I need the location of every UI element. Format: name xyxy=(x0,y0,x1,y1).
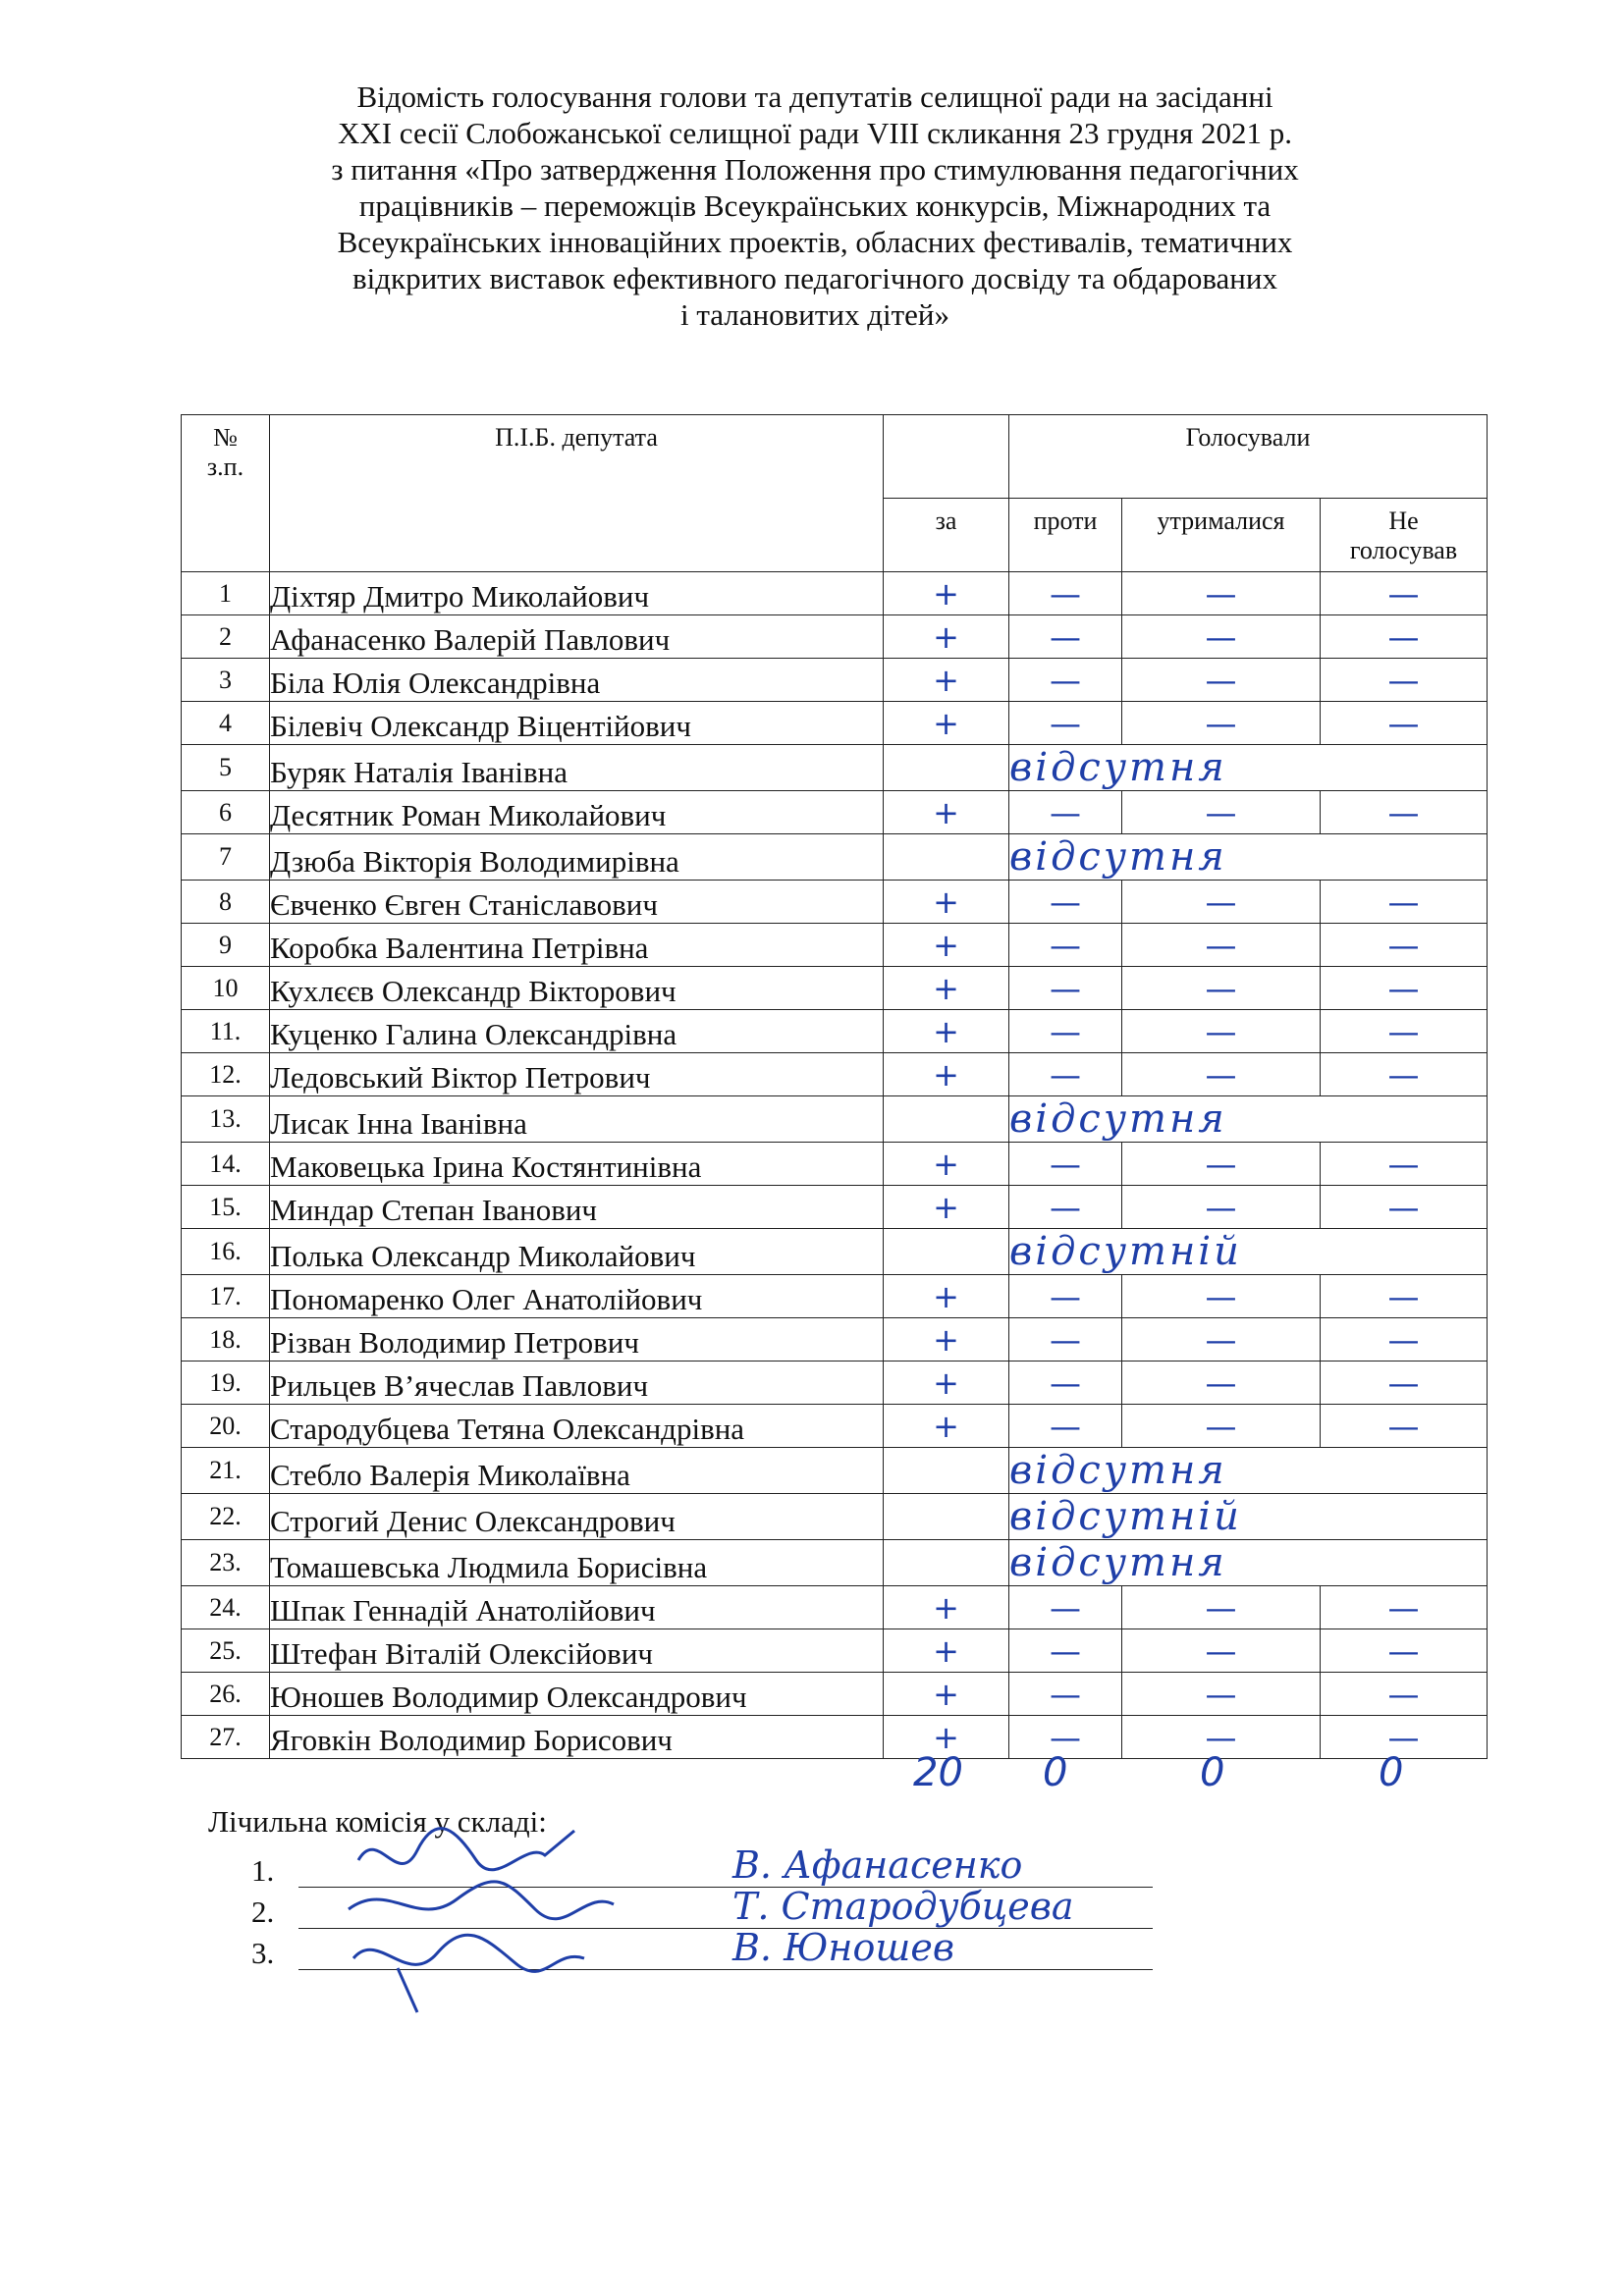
vote-against-mark: — xyxy=(1009,881,1122,924)
vote-against-mark: — xyxy=(1009,1629,1122,1673)
vote-for-mark: + xyxy=(884,1143,1009,1186)
vote-abstain-mark: — xyxy=(1122,659,1321,702)
table-row xyxy=(182,745,1488,791)
vote-for-mark: + xyxy=(884,1629,1009,1673)
vote-for-mark: + xyxy=(884,881,1009,924)
vote-not-voted-mark: — xyxy=(1321,615,1488,659)
vote-for-mark: + xyxy=(884,791,1009,834)
deputy-name: Миндар Степан Іванович xyxy=(270,1186,884,1229)
absent-note: відсутня xyxy=(1009,745,1488,791)
header-line: Відомість голосування голови та депутатів селищної ради на засіданні xyxy=(356,80,1273,114)
vote-against-mark: — xyxy=(1009,1186,1122,1229)
vote-for-mark: + xyxy=(884,1362,1009,1405)
vote-for-mark: + xyxy=(884,1405,1009,1448)
total-against: 0 xyxy=(1043,1750,1068,1795)
table-row xyxy=(182,702,1488,745)
vote-against-mark: — xyxy=(1009,702,1122,745)
commission-member-name: Т. Стародубцева xyxy=(732,1885,1074,1928)
absent-note: відсутня xyxy=(1009,1448,1488,1494)
row-number: 22. xyxy=(182,1494,270,1540)
row-number: 26. xyxy=(182,1673,270,1716)
table-row xyxy=(182,1716,1488,1759)
vote-abstain-mark: — xyxy=(1122,1586,1321,1629)
signature-2 xyxy=(349,1882,614,1919)
vote-for-mark: + xyxy=(884,702,1009,745)
vote-not-voted-mark: — xyxy=(1321,659,1488,702)
vote-not-voted-mark: — xyxy=(1321,1362,1488,1405)
vote-abstain-mark: — xyxy=(1122,1143,1321,1186)
table-row xyxy=(182,659,1488,702)
table-row xyxy=(182,1586,1488,1629)
row-number: 17. xyxy=(182,1275,270,1318)
vote-abstain-mark: — xyxy=(1122,1716,1321,1759)
vote-not-voted-mark: — xyxy=(1321,1143,1488,1186)
header-voted: Голосували xyxy=(1009,415,1488,499)
vote-against-mark: — xyxy=(1009,659,1122,702)
deputy-name: Строгий Денис Олександрович xyxy=(270,1494,884,1540)
vote-against-mark: — xyxy=(1009,1673,1122,1716)
table-row xyxy=(182,1318,1488,1362)
vote-abstain-mark: — xyxy=(1122,1405,1321,1448)
vote-for-mark: + xyxy=(884,967,1009,1010)
commission-number: 2. xyxy=(251,1895,275,1929)
total-for: 20 xyxy=(913,1750,963,1795)
vote-for-cell xyxy=(884,1448,1009,1494)
header-line: XXI сесії Слобожанської селищної ради VIII скликання 23 грудня 2021 р. xyxy=(337,116,1293,150)
row-number: 5 xyxy=(182,745,270,791)
vote-for-mark: + xyxy=(884,924,1009,967)
table-row xyxy=(182,1186,1488,1229)
table-row xyxy=(182,1540,1488,1586)
header-not-voted: Не голосував xyxy=(1321,499,1488,572)
vote-for-mark: + xyxy=(884,1673,1009,1716)
deputy-name: Стародубцева Тетяна Олександрівна xyxy=(270,1405,884,1448)
absent-note: відсутній xyxy=(1009,1229,1488,1275)
vote-not-voted-mark: — xyxy=(1321,1053,1488,1096)
vote-abstain-mark: — xyxy=(1122,1275,1321,1318)
signature-3 xyxy=(353,1935,584,2012)
vote-for-mark: + xyxy=(884,615,1009,659)
vote-against-mark: — xyxy=(1009,1716,1122,1759)
absent-note: відсутня xyxy=(1009,834,1488,881)
deputy-name: Яговкін Володимир Борисович xyxy=(270,1716,884,1759)
absent-note: відсутня xyxy=(1009,1540,1488,1586)
deputy-name: Десятник Роман Миколайович xyxy=(270,791,884,834)
vote-not-voted-mark: — xyxy=(1321,1010,1488,1053)
row-number: 23. xyxy=(182,1540,270,1586)
deputy-name: Штефан Віталій Олексійович xyxy=(270,1629,884,1673)
header-line: з питання «Про затвердження Положення про стимулювання педагогічних xyxy=(331,152,1299,187)
table-row xyxy=(182,1010,1488,1053)
row-number: 14. xyxy=(182,1143,270,1186)
vote-not-voted-mark: — xyxy=(1321,1275,1488,1318)
row-number: 1 xyxy=(182,572,270,615)
header-for: за xyxy=(884,499,1009,572)
header-line: відкритих виставок ефективного педагогічного досвіду та обдарованих xyxy=(352,261,1277,295)
vote-not-voted-mark: — xyxy=(1321,1716,1488,1759)
row-number: 25. xyxy=(182,1629,270,1673)
header-blank xyxy=(884,415,1009,499)
commission-member-name: В. Юношев xyxy=(732,1926,954,1969)
row-number: 27. xyxy=(182,1716,270,1759)
table-row xyxy=(182,1275,1488,1318)
vote-abstain-mark: — xyxy=(1122,791,1321,834)
table-row xyxy=(182,1229,1488,1275)
handwritten-signatures xyxy=(339,1821,653,2017)
vote-for-mark: + xyxy=(884,572,1009,615)
row-number: 4 xyxy=(182,702,270,745)
header-abstain: утрималися xyxy=(1122,499,1321,572)
deputy-name: Афанасенко Валерій Павлович xyxy=(270,615,884,659)
vote-against-mark: — xyxy=(1009,1275,1122,1318)
row-number: 16. xyxy=(182,1229,270,1275)
row-number: 8 xyxy=(182,881,270,924)
vote-for-mark: + xyxy=(884,659,1009,702)
total-not-voted: 0 xyxy=(1379,1750,1404,1795)
deputy-name: Білевіч Олександр Віцентійович xyxy=(270,702,884,745)
row-number: 13. xyxy=(182,1096,270,1143)
vote-against-mark: — xyxy=(1009,1143,1122,1186)
vote-against-mark: — xyxy=(1009,1586,1122,1629)
table-row xyxy=(182,1673,1488,1716)
header-name: П.І.Б. депутата xyxy=(270,415,884,572)
table-row xyxy=(182,834,1488,881)
vote-for-mark: + xyxy=(884,1010,1009,1053)
vote-for-mark: + xyxy=(884,1716,1009,1759)
vote-not-voted-mark: — xyxy=(1321,1186,1488,1229)
commission-member-name: В. Афанасенко xyxy=(732,1843,1023,1887)
vote-not-voted-mark: — xyxy=(1321,1405,1488,1448)
vote-abstain-mark: — xyxy=(1122,1629,1321,1673)
row-number: 10 xyxy=(182,967,270,1010)
vote-against-mark: — xyxy=(1009,967,1122,1010)
vote-against-mark: — xyxy=(1009,572,1122,615)
table-row xyxy=(182,1362,1488,1405)
row-number: 20. xyxy=(182,1405,270,1448)
table-row xyxy=(182,1053,1488,1096)
deputy-name: Діхтяр Дмитро Миколайович xyxy=(270,572,884,615)
table-row xyxy=(182,924,1488,967)
row-number: 24. xyxy=(182,1586,270,1629)
vote-rows xyxy=(182,572,1488,1759)
deputy-name: Коробка Валентина Петрівна xyxy=(270,924,884,967)
vote-abstain-mark: — xyxy=(1122,702,1321,745)
deputy-name: Пономаренко Олег Анатолійович xyxy=(270,1275,884,1318)
deputy-name: Юношев Володимир Олександрович xyxy=(270,1673,884,1716)
header-number: № з.п. xyxy=(182,415,270,572)
vote-against-mark: — xyxy=(1009,1318,1122,1362)
table-row xyxy=(182,1143,1488,1186)
vote-not-voted-mark: — xyxy=(1321,881,1488,924)
vote-abstain-mark: — xyxy=(1122,1186,1321,1229)
absent-note: відсутній xyxy=(1009,1494,1488,1540)
commission-number: 3. xyxy=(251,1936,275,1970)
deputy-name: Полька Олександр Миколайович xyxy=(270,1229,884,1275)
table-row xyxy=(182,1448,1488,1494)
vote-for-mark: + xyxy=(884,1053,1009,1096)
absent-note: відсутня xyxy=(1009,1096,1488,1143)
row-number: 6 xyxy=(182,791,270,834)
table-row xyxy=(182,1629,1488,1673)
vote-against-mark: — xyxy=(1009,1362,1122,1405)
table-row xyxy=(182,791,1488,834)
row-number: 19. xyxy=(182,1362,270,1405)
vote-for-cell xyxy=(884,1229,1009,1275)
vote-not-voted-mark: — xyxy=(1321,924,1488,967)
deputy-name: Євченко Євген Станіславович xyxy=(270,881,884,924)
table-row xyxy=(182,1096,1488,1143)
deputy-name: Дзюба Вікторія Володимирівна xyxy=(270,834,884,881)
vote-abstain-mark: — xyxy=(1122,1673,1321,1716)
vote-for-mark: + xyxy=(884,1586,1009,1629)
vote-abstain-mark: — xyxy=(1122,572,1321,615)
vote-abstain-mark: — xyxy=(1122,1318,1321,1362)
vote-abstain-mark: — xyxy=(1122,1010,1321,1053)
header-line: працівників – переможців Всеукраїнських конкурсів, Міжнародних та xyxy=(358,188,1272,223)
table-row xyxy=(182,881,1488,924)
deputy-name: Маковецька Ірина Костянтинівна xyxy=(270,1143,884,1186)
vote-for-mark: + xyxy=(884,1186,1009,1229)
vote-abstain-mark: — xyxy=(1122,924,1321,967)
vote-for-cell xyxy=(884,1096,1009,1143)
vote-not-voted-mark: — xyxy=(1321,702,1488,745)
table-row xyxy=(182,1494,1488,1540)
deputy-name: Різван Володимир Петрович xyxy=(270,1318,884,1362)
table-row xyxy=(182,572,1488,615)
vote-against-mark: — xyxy=(1009,924,1122,967)
deputy-name: Томашевська Людмила Борисівна xyxy=(270,1540,884,1586)
deputy-name: Куценко Галина Олександрівна xyxy=(270,1010,884,1053)
vote-abstain-mark: — xyxy=(1122,881,1321,924)
deputy-name: Ледовський Віктор Петрович xyxy=(270,1053,884,1096)
vote-for-cell xyxy=(884,1540,1009,1586)
deputy-name: Буряк Наталія Іванівна xyxy=(270,745,884,791)
vote-for-cell xyxy=(884,745,1009,791)
vote-not-voted-mark: — xyxy=(1321,1673,1488,1716)
signature-1 xyxy=(358,1829,574,1870)
vote-for-cell xyxy=(884,834,1009,881)
vote-abstain-mark: — xyxy=(1122,967,1321,1010)
voting-table xyxy=(181,414,1488,1759)
commission-number: 1. xyxy=(251,1853,275,1888)
row-number: 11. xyxy=(182,1010,270,1053)
vote-for-mark: + xyxy=(884,1275,1009,1318)
row-number: 21. xyxy=(182,1448,270,1494)
vote-not-voted-mark: — xyxy=(1321,791,1488,834)
vote-abstain-mark: — xyxy=(1122,1053,1321,1096)
document-header xyxy=(177,79,1453,333)
vote-not-voted-mark: — xyxy=(1321,1586,1488,1629)
vote-against-mark: — xyxy=(1009,1405,1122,1448)
vote-against-mark: — xyxy=(1009,791,1122,834)
vote-not-voted-mark: — xyxy=(1321,967,1488,1010)
row-number: 7 xyxy=(182,834,270,881)
deputy-name: Біла Юлія Олександрівна xyxy=(270,659,884,702)
vote-abstain-mark: — xyxy=(1122,615,1321,659)
vote-against-mark: — xyxy=(1009,1053,1122,1096)
vote-abstain-mark: — xyxy=(1122,1362,1321,1405)
vote-against-mark: — xyxy=(1009,1010,1122,1053)
deputy-name: Шпак Геннадій Анатолійович xyxy=(270,1586,884,1629)
total-abstain: 0 xyxy=(1200,1750,1225,1795)
header-line: Всеукраїнських інноваційних проектів, обласних фестивалів, тематичних xyxy=(337,225,1293,259)
deputy-name: Стебло Валерія Миколаївна xyxy=(270,1448,884,1494)
vote-not-voted-mark: — xyxy=(1321,1318,1488,1362)
table-row xyxy=(182,615,1488,659)
row-number: 9 xyxy=(182,924,270,967)
header-against: проти xyxy=(1009,499,1122,572)
row-number: 12. xyxy=(182,1053,270,1096)
vote-against-mark: — xyxy=(1009,615,1122,659)
vote-for-cell xyxy=(884,1494,1009,1540)
deputy-name: Рильцев В’ячеслав Павлович xyxy=(270,1362,884,1405)
row-number: 15. xyxy=(182,1186,270,1229)
vote-for-mark: + xyxy=(884,1318,1009,1362)
row-number: 3 xyxy=(182,659,270,702)
deputy-name: Кухлєєв Олександр Вікторович xyxy=(270,967,884,1010)
commission-title: Лічильна комісія у складі: xyxy=(208,1804,547,1839)
deputy-name: Лисак Інна Іванівна xyxy=(270,1096,884,1143)
header-line: і талановитих дітей» xyxy=(679,297,950,332)
table-row xyxy=(182,967,1488,1010)
vote-not-voted-mark: — xyxy=(1321,1629,1488,1673)
vote-not-voted-mark: — xyxy=(1321,572,1488,615)
row-number: 18. xyxy=(182,1318,270,1362)
row-number: 2 xyxy=(182,615,270,659)
table-row xyxy=(182,1405,1488,1448)
